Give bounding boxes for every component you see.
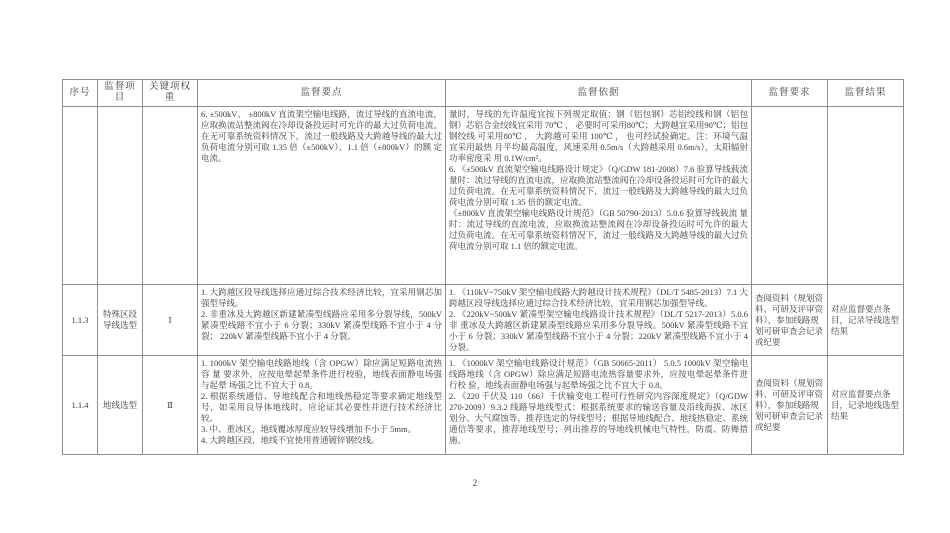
cell-points: 1. 大跨越区段导线选择应通过综合技术经济比较，宜采用钢芯加强型导线。 2. 非重冰及大跨越区新建紧凑型线路应采用多分裂导线，500kV 紧凑型线路不宜小于 6 分裂；330kV 紧凑型线路不宜小于 4 分裂； 220kV 紧凑型线路不宜小于 4 分裂。	[198, 285, 446, 356]
cell-result: 对应监督要点条目，记录地线选型结果	[828, 356, 904, 455]
cell-seq	[63, 107, 98, 285]
column-header-result: 监督结果	[828, 80, 904, 107]
cell-project	[98, 107, 143, 285]
column-header-basis: 监督依据	[446, 80, 752, 107]
cell-requirement	[752, 107, 828, 285]
cell-requirement: 查阅资料（规划资料、可研及评审资料），参加线路规划可研审查会记录或纪要	[752, 285, 828, 356]
column-header-project: 监督项目	[98, 80, 143, 107]
column-header-seq: 序号	[63, 80, 98, 107]
column-header-weight: 关键项权重	[143, 80, 198, 107]
cell-basis: 量时，导线的允许温度宜按下列规定取值：钢（铝包钢）芯铝绞线和钢（铝包钢）芯铝合金绞线宜采用 70℃ ， 必要时可采用80℃；大跨越宜采用90℃；铝包钢绞线 可采用80℃ ， 大跨越可采用 100℃ ， 也可经试验确定。注：环境气温宜采用最热 月平均最高温度，风速采用 0.5m/s（大跨越采用 0.6m/s），太阳辐射功率密度采 用 0.1W/cm²。 6. 《±500kV 直流架空输电线路设计规定》（Q/GDW 181-2008）7.6 验算导线载流 量时：流过导线的直流电流，应取换流站整流阀在冷却设备投运时可允许的最大 过负荷电流。在无可靠系统资料情况下，流过一般线路及大跨越导线的最大过负 荷电流分别可取 1.35 倍的额定电流。 《±800kV 直流架空输电线路设计规范》（GB 50790-2013）5.0.6 验算导线载流 量时：流过导线的直流电流，应取换流站整流阀在冷却设备投运时可允许的最大 过负荷电流。在无可靠系统资料情况下，流过一般线路及大跨越导线的最大过负 荷电流分别可取 1.1 倍的额定电流。	[446, 107, 752, 285]
cell-requirement: 查阅资料（规划资料、可研及评审资料），参加线路规划可研审查会记录或纪要	[752, 356, 828, 455]
table-header-row	[63, 80, 904, 107]
column-header-requirement: 监督要求	[752, 80, 828, 107]
cell-result	[828, 107, 904, 285]
cell-seq: 1.1.3	[63, 285, 98, 356]
cell-project: 地线选型	[98, 356, 143, 455]
table-row-1-1-3	[63, 285, 904, 356]
cell-project: 特殊区段导线选型	[98, 285, 143, 356]
cell-weight: Ⅰ	[143, 285, 198, 356]
cell-seq: 1.1.4	[63, 356, 98, 455]
table-row-1-1-4	[63, 356, 904, 455]
cell-weight: Ⅱ	[143, 356, 198, 455]
column-header-points: 监督要点	[198, 80, 446, 107]
cell-points: 1. 1000kV 架空输电线路地线（含 OPGW）除应满足短路电流热容 量 要求外，应按电晕起晕条件进行校验，地线表面静电场强与起晕 场强之比不宜大于 0.8。 2. 根据系统通信、导地线配合和地线热稳定等要求确定地线型号，如采用良导体地线时，应论证其必要性并进行技术经济比较。 3. 中、重冰区，地线覆冰厚度应较导线增加不小于 5mm。 4. 大跨越区段，地线不宜使用普通镀锌钢绞线。	[198, 356, 446, 455]
cell-result: 对应监督要点条目，记录导线选型结果	[828, 285, 904, 356]
supervision-table	[62, 79, 904, 455]
table-row-continuation	[63, 107, 904, 285]
cell-basis: 1. 《110kV~750kV 架空输电线路大跨越设计技术规程》（DL/T 5485-2013）7.1 大 跨越区段导线选择应通过综合技术经济比较，宜采用钢芯加强型导线。 2. 《220kV~500kV 紧凑型架空输电线路设计技术规程》（DL/T 5217-2013）5.0.6 非 重冰及大跨越区新建紧凑型线路应采用多分裂导线。500kV 紧凑型线路不宜小于 6 分裂；330kV 紧凑型线路不宜小于 4 分裂；220kV 紧凑型线路不宜小于 4 分裂。	[446, 285, 752, 356]
cell-points: 6. ±500kV、 ±800kV 直流架空输电线路，流过导线的直流电流， 应取换流站整流阀在冷却设备投运时可允许的最大过负荷电流。 在无可靠系统资料情况下，流过一般线路及大跨越导线的最大过 负荷电流分别可取 1.35 倍（±500kV）、1.1 倍（±800kV）的额 定电流。	[198, 107, 446, 285]
cell-basis: 1. 《1000kV 架空输电线路设计规范》（GB 50665-2011） 5.0.5 1000kV 架空输电 线路地线（含 OPGW）除应满足短路电流热容量要求外，应按电晕起晕条件进行校 验，地线表面静电场强与起晕场强之比不宜大于 0.8。 2. 《220 千伏及 110（66）千伏输变电工程可行性研究内容深度规定》（Q/GDW 270-2009）9.3.2 线路导地线型式：根据系统要求的输送容量及沿线海拔、冰区 划分、大气腐蚀等，推荐选定的导线型号；根据导地线配合、地线热稳定、系统 通信等要求，推荐地线型号；列出推荐的导地线机械电气特性，防震、防舞措施。	[446, 356, 752, 455]
page-number: 2	[472, 478, 478, 488]
cell-weight	[143, 107, 198, 285]
